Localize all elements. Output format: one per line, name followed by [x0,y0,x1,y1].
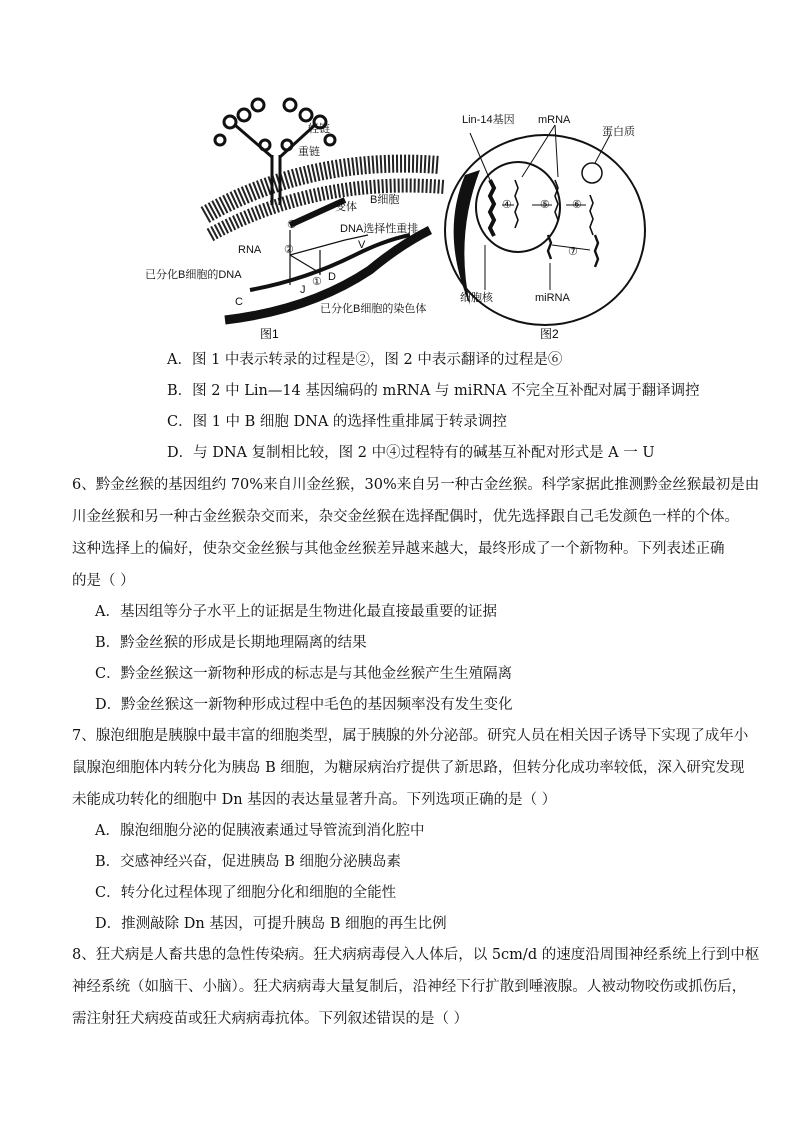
ribosome-icon [582,163,602,183]
label-rna: RNA [238,244,262,256]
q8-stem-line-2: 神经系统（如脑干、小脑）。狂犬病病毒大量复制后，沿神经下行扩散到唾液腺。人被动物咬伤或抓伤后， [72,979,747,995]
q5-option-c: C．图 1 中 B 细胞 DNA 的选择性重排属于转录调控 [167,414,507,430]
figures-svg [140,95,660,345]
label-step-5: ⑤ [540,199,550,211]
label-dna-rearrange: DNA选择性重排 [340,223,419,235]
nuclear-mrna-icon [515,180,518,228]
q5-option-b: B．图 2 中 Lin—14 基因编码的 mRNA 与 miRNA 不完全互补配对属于翻译调控 [167,383,700,399]
figure-1 [145,99,445,341]
figure2-caption: 图2 [540,327,559,341]
q7-stem-line-1: 7、腺泡细胞是胰腺中最丰富的细胞类型，属于胰腺的外分泌部。研究人员在相关因子诱导下实现了成年小 [72,728,749,744]
label-nucleus: 细胞核 [460,292,493,304]
label-mirna: miRNA [535,292,570,304]
translating-mrna-icon [590,195,593,235]
figure1-caption: 图1 [260,327,279,341]
label-variable: 变体 [335,201,357,213]
cell-wall-shade [454,170,480,305]
label-step-1: ① [312,276,322,288]
label-step-7: ⑦ [568,246,578,258]
q5-option-d: D．与 DNA 复制相比较，图 2 中④过程特有的碱基互补配对形式是 A 一 U [167,445,655,461]
q6-option-c: C．黔金丝猴这一新物种形成的标志是与其他金丝猴产生生殖隔离 [95,666,513,682]
label-diff-dna: 已分化B细胞的DNA [145,269,242,281]
q6-option-d: D．黔金丝猴这一新物种形成过程中毛色的基因频率没有发生变化 [95,697,513,713]
q6-option-b: B．黔金丝猴的形成是长期地理隔离的结果 [95,635,367,651]
q7-stem-line-3: 未能成功转化的细胞中 Dn 基因的表达量显著升高。下列选项正确的是（ ） [72,792,557,808]
q7-option-c: C．转分化过程体现了细胞分化和细胞的全能性 [95,885,397,901]
q7-option-b: B．交感神经兴奋，促进胰岛 B 细胞分泌胰岛素 [95,854,402,870]
label-step-6: ⑥ [572,199,582,211]
figure-area [140,95,660,345]
label-step-2: ② [284,244,294,256]
q7-option-d: D．推测敲除 Dn 基因，可提升胰岛 B 细胞的再生比例 [95,916,447,932]
mirna-icon [548,235,551,259]
label-diff-chromosome: 已分化B细胞的染色体 [320,303,427,315]
label-d: D [328,271,336,283]
q7-stem-line-2: 鼠腺泡细胞体内转分化为胰岛 B 细胞，为糖尿病治疗提供了新思路，但转分化成功率较低，深入研究发现 [72,760,745,776]
q8-stem-line-3: 需注射狂犬病疫苗或狂犬病病毒抗体。下列叙述错误的是（ ） [72,1011,469,1027]
label-light-chain: 轻链 [308,123,330,135]
q8-stem-line-1: 8、狂犬病是人畜共患的急性传染病。狂犬病病毒侵入人体后，以 5cm/d 的速度沿周围神经系统上行到中枢 [72,947,760,963]
label-b-cell: B细胞 [370,194,400,206]
label-c: C [235,296,243,308]
gene-icon [490,180,494,236]
label-j: J [300,284,306,296]
q6-stem-line-3: 这种选择上的偏好，使杂交金丝猴与其他金丝猴差异越来越大，最终形成了一个新物种。下列表述正确 [72,541,725,557]
q6-option-a: A．基因组等分子水平上的证据是生物进化最直接最重要的证据 [95,604,497,620]
label-heavy-chain: 重链 [298,146,320,158]
figure-2 [445,112,645,341]
label-mrna: mRNA [538,114,571,126]
bound-mirna-icon [595,235,598,267]
label-protein: 蛋白质 [602,126,635,138]
label-v: V [358,239,366,251]
label-step-3: ③ [287,219,297,231]
q6-stem-line-1: 6、黔金丝猴的基因组约 70%来自川金丝猴，30%来自另一种古金丝猴。科学家据此推测黔金丝猴最初是由 [72,477,760,493]
q6-stem-line-4: 的是（ ） [72,573,135,589]
q5-option-a: A．图 1 中表示转录的过程是②，图 2 中表示翻译的过程是⑥ [167,352,563,368]
q6-stem-line-2: 川金丝猴和另一种古金丝猴杂交而来，杂交金丝猴在选择配偶时，优先选择跟自己毛发颜色一样的个体。 [72,509,739,525]
label-step-4: ④ [502,199,512,211]
q7-option-a: A．腺泡细胞分泌的促胰液素通过导管流到消化腔中 [95,823,425,839]
label-lin14-gene: Lin-14基因 [462,114,515,126]
